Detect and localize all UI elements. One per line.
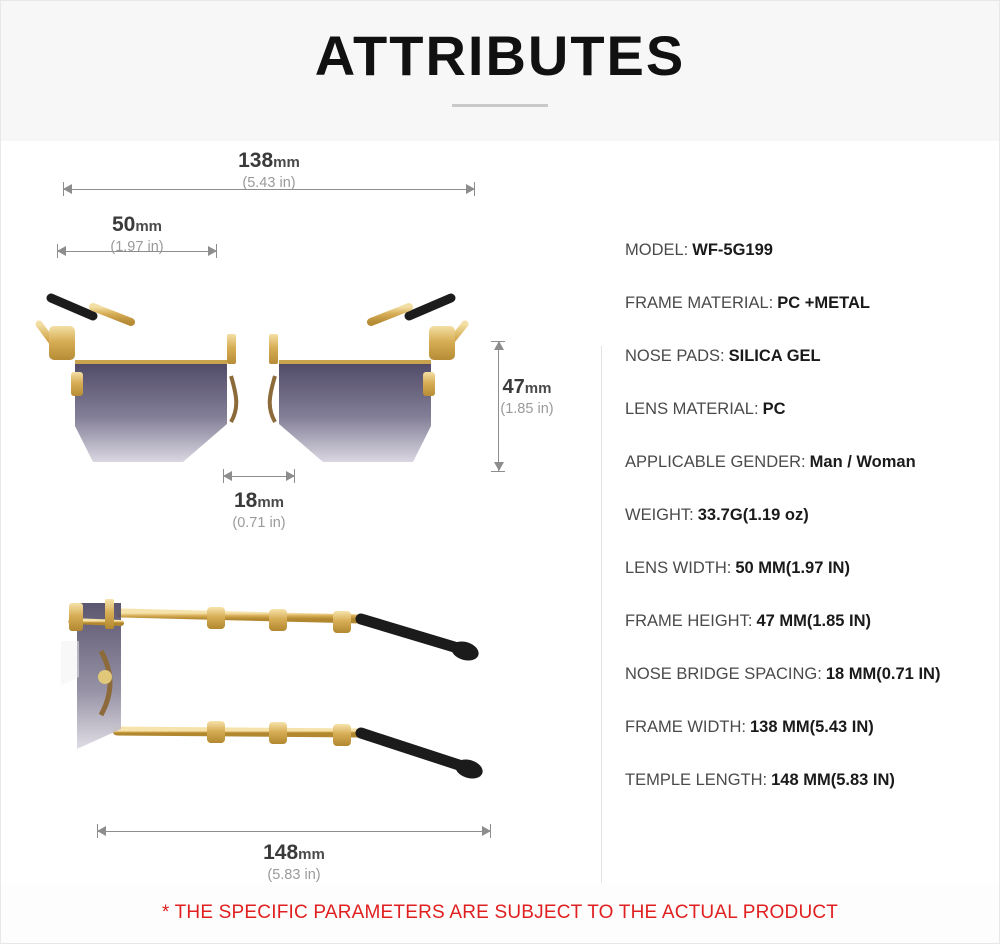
spec-label: FRAME WIDTH: <box>625 718 746 736</box>
lens-width-dimension <box>57 213 217 256</box>
spec-row <box>625 347 985 366</box>
spec-label: FRAME MATERIAL: <box>625 294 774 312</box>
lens-width-unit: mm <box>135 218 163 235</box>
column-divider <box>601 346 602 901</box>
disclaimer-note: * THE SPECIFIC PARAMETERS ARE SUBJECT TO THE ACTUAL PRODUCT <box>161 902 839 923</box>
spec-row <box>625 506 985 525</box>
spec-label: LENS WIDTH: <box>625 559 732 577</box>
spec-row <box>625 400 985 419</box>
temple-length-line <box>97 831 491 832</box>
spec-row <box>625 665 985 684</box>
spec-value: WF-5G199 <box>692 241 773 259</box>
frame-width-cap-right <box>474 182 475 196</box>
spec-label: FRAME HEIGHT: <box>625 612 753 630</box>
lens-width-inches: (1.97 in) <box>110 239 164 256</box>
bridge-inches: (0.71 in) <box>232 515 286 532</box>
spec-row <box>625 612 985 631</box>
spec-value: Man / Woman <box>809 453 916 471</box>
spec-row <box>625 559 985 578</box>
spec-value: 18 MM(0.71 IN) <box>825 665 941 683</box>
footer-band <box>1 883 999 943</box>
spec-value: 50 MM(1.97 IN) <box>735 559 850 577</box>
sunglasses-side-view <box>61 581 501 801</box>
temple-length-value: 148 <box>263 841 299 864</box>
temple-length-unit: mm <box>298 846 325 863</box>
spec-label: WEIGHT: <box>625 506 694 524</box>
frame-width-unit: mm <box>273 154 300 171</box>
spec-label: TEMPLE LENGTH: <box>625 771 768 789</box>
spec-value: SILICA GEL <box>728 347 821 365</box>
spec-value: 148 MM(5.83 IN) <box>771 771 895 789</box>
spec-row <box>625 718 985 737</box>
frame-width-cap-left <box>63 182 64 196</box>
frame-height-unit: mm <box>524 380 552 397</box>
spec-value: PC +METAL <box>777 294 870 312</box>
bridge-value: 18 <box>233 489 258 512</box>
spec-label: NOSE PADS: <box>625 347 725 365</box>
spec-row <box>625 241 985 260</box>
frame-width-arrow-left <box>63 184 72 194</box>
frame-width-value: 138 <box>238 149 274 172</box>
spec-value: 47 MM(1.85 IN) <box>756 612 872 630</box>
page-title: ATTRIBUTES <box>314 24 686 87</box>
specifications-list <box>625 241 985 824</box>
frame-height-value: 47 <box>502 376 525 398</box>
spec-row <box>625 453 985 472</box>
spec-row <box>625 294 985 313</box>
frame-width-dimension <box>189 149 349 192</box>
spec-label: NOSE BRIDGE SPACING: <box>625 665 822 683</box>
temple-length-cap-right <box>490 824 491 838</box>
frame-width-inches: (5.43 in) <box>242 175 296 192</box>
spec-value: 33.7G(1.19 oz) <box>697 506 809 524</box>
temple-length-dimension <box>214 841 374 884</box>
sunglasses-front-view <box>31 276 501 526</box>
temple-length-cap-left <box>97 824 98 838</box>
lens-width-value: 50 <box>111 213 136 236</box>
spec-value: PC <box>762 400 786 418</box>
header-band <box>1 1 999 141</box>
spec-label: LENS MATERIAL: <box>625 400 759 418</box>
spec-row <box>625 771 985 790</box>
dimension-diagram <box>1 141 601 885</box>
temple-length-inches: (5.83 in) <box>267 867 321 884</box>
temple-length-arrow-left <box>97 826 106 836</box>
spec-label: APPLICABLE GENDER: <box>625 453 806 471</box>
content-area <box>1 141 999 885</box>
spec-label: MODEL: <box>625 241 689 259</box>
spec-value: 138 MM(5.43 IN) <box>750 718 874 736</box>
bridge-unit: mm <box>257 494 285 511</box>
frame-height-inches: (1.85 in) <box>500 401 554 417</box>
title-underline <box>452 104 548 107</box>
